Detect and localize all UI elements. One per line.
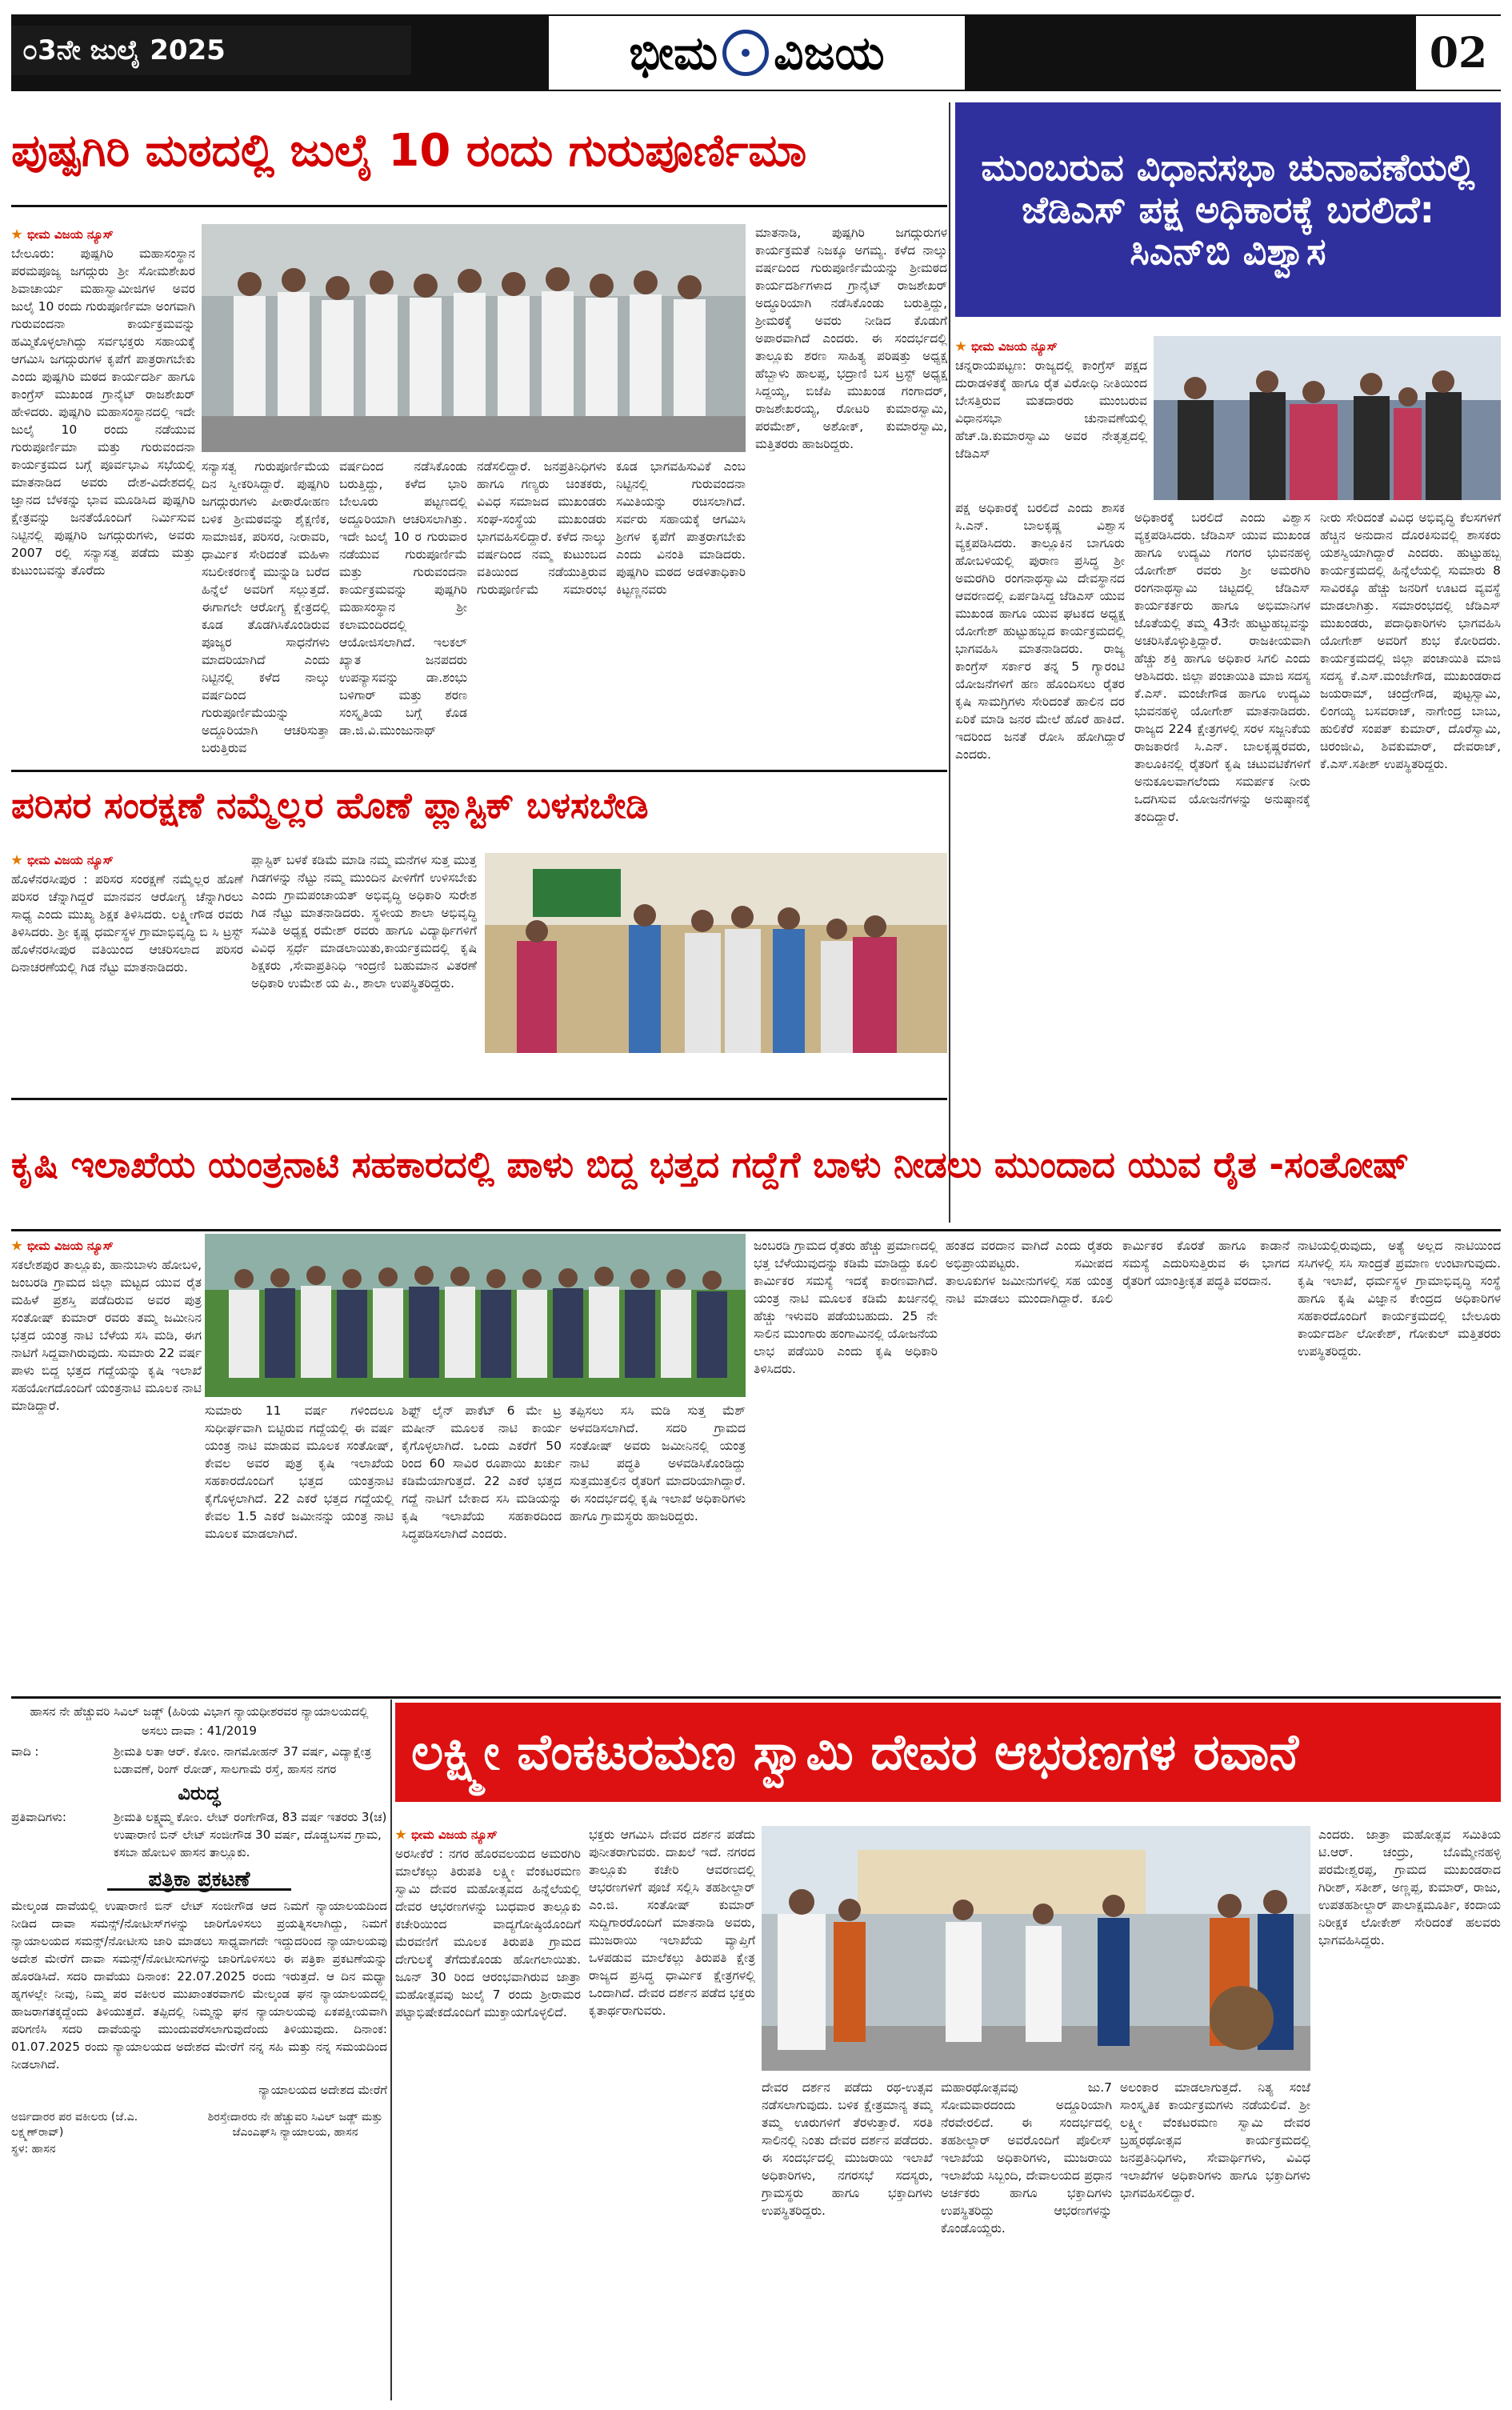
divider bbox=[11, 770, 947, 772]
byline-plastic: ಭೀಮ ವಿಜಯ ನ್ಯೂಸ್ bbox=[11, 851, 243, 869]
headline-temple: ಲಕ್ಷ್ಮೀ ವೆಂಕಟರಮಣ ಸ್ವಾಮಿ ದೇವರ ಆಭರಣಗಳ ರವಾನೆ bbox=[395, 1703, 1501, 1802]
photo-farmer-group bbox=[205, 1234, 746, 1397]
notice-defendant-row bbox=[11, 1808, 387, 1861]
notice-advocate: ಅರ್ಜಿದಾರರ ಪರ ವಕೀಲರು (ಜೆ.ಎ. ಲಕ್ಷ್ಮಣ್‌ರಾವ್) bbox=[11, 2111, 138, 2139]
star-icon bbox=[11, 855, 22, 866]
headline-guru-purnima: ಪುಷ್ಪಗಿರಿ ಮಠದಲ್ಲಿ ಜುಲೈ 10 ರಂದು ಗುರುಪೂರ್ಣಿಮಾ bbox=[11, 124, 807, 177]
temple-col-2: ಭಕ್ತರು ಆಗಮಿಸಿ ದೇವರ ದರ್ಶನ ಪಡೆದು ಪುನೀತರಾಗುವರು. ದಾಖಲೆ ಇದೆ. ನಗರದ ತಾಲ್ಲೂಕು ಕಚೇರಿ ಆವರಣದಲ್ಲಿ ಆಭರಣಗಳಿಗೆ ಪೂಜೆ ಸಲ್ಲಿಸಿ ತಹಶೀಲ್ದಾರ್ ಎಂ.ಜಿ. ಸಂತೋಷ್ ಕುಮಾರ್ ಸುದ್ದಿಗಾರರೊಂದಿಗೆ ಮಾತನಾಡಿ ಅವರು, ಮುಜರಾಯಿ ಇಲಾಖೆಯ ವ್ಯಾಪ್ತಿಗೆ ಒಳಪಡುವ ಮಾಲೆಕಲ್ಲು ತಿರುಪತಿ ಕ್ಷೇತ್ರ ರಾಜ್ಯದ ಪ್ರಸಿದ್ಧ ಧಾರ್ಮಿಕ ಕ್ಷೇತ್ರಗಳಲ್ಲಿ ಒಂದಾಗಿದೆ. ದೇವರ ದರ್ಶನ ಪಡೆದ ಭಕ್ತರು ಕೃತಾರ್ಥರಾಗುವರು. bbox=[589, 1828, 755, 2018]
column-divider bbox=[390, 1699, 392, 2400]
issue-date: ೦3ನೇ ಜುಲೈ 2025 bbox=[11, 26, 411, 75]
jds-col-3: ನೀರು ಸೇರಿದಂತೆ ವಿವಿಧ ಅಭಿವೃದ್ಧಿ ಕೆಲಸಗಳಿಗೆ ಹೆಚ್ಚಿನ ಅನುದಾನ ದೊರಕಿಸುವಲ್ಲಿ ಶಾಸಕರು ಯಶಸ್ವಿಯಾಗಿದ್ದಾರೆ ಎಂದರು. ಹುಟ್ಟುಹಬ್ಬ ಕಾರ್ಯಕ್ರಮದಲ್ಲಿ ಹಿನ್ನೆಲೆಯಲ್ಲಿ ಸುಮಾರು 8 ಸಾವಿರಕ್ಕೂ ಹೆಚ್ಚು ಜನರಿಗೆ ಊಟದ ವ್ಯವಸ್ಥೆ ಮಾಡಲಾಗಿತ್ತು. ಸಮಾರಂಭದಲ್ಲಿ ಜೆಡಿಎಸ್ ಮುಖಂಡರು, ಪದಾಧಿಕಾರಿಗಳು ಭಾಗವಹಿಸಿ ಯೋಗೇಶ್ ಅವರಿಗೆ ಶುಭ ಕೋರಿದರು. ಕಾರ್ಯಕ್ರಮದಲ್ಲಿ ಜಿಲ್ಲಾ ಪಂಚಾಯಿತಿ ಮಾಜಿ ಸದಸ್ಯ ಕೆ.ಎಸ್.ಮಂಜೇಗೌಡ, ಮುಖಂಡರಾದ ಜಯರಾಮ್, ಚಂದ್ರೇಗೌಡ, ಪುಟ್ಟಸ್ವಾಮಿ, ಲಿಂಗಯ್ಯ ಬಸವರಾಜ್, ನಾಗೇಂದ್ರ ಬಾಬು, ಹುಲಿಕೆರೆ ಸಂಪತ್ ಕುಮಾರ್, ದೊರೆಸ್ವಾಮಿ, ಚಿರಂಜೀವಿ, ಶಿವಕುಮಾರ್, ದೇವರಾಜ್, ಕೆ.ಎಸ್.ಸತೀಶ್ ಉಪಸ್ಥಿತರಿದ್ದರು. bbox=[1320, 510, 1501, 771]
temple-col-5: ಅಲಂಕಾರ ಮಾಡಲಾಗುತ್ತದೆ. ನಿತ್ಯ ಸಂಜೆ ಸಾಂಸ್ಕೃತಿಕ ಕಾರ್ಯಕ್ರಮಗಳು ನಡೆಯಲಿವೆ. ಶ್ರೀ ಲಕ್ಷ್ಮೀ ವೆಂಕಟರಮಣ ಸ್ವಾಮಿ ದೇವರ ಬ್ರಹ್ಮರಥೋತ್ಸವ ಕಾರ್ಯಕ್ರಮದಲ್ಲಿ ಜನಪ್ರತಿನಿಧಿಗಳು, ಸೇವಾರ್ಥಿಗಳು, ವಿವಿಧ ಇಲಾಖೆಗಳ ಅಧಿಕಾರಿಗಳು ಹಾಗೂ ಭಕ್ತಾದಿಗಳು ಭಾಗವಹಿಸಲಿದ್ದಾರೆ. bbox=[1120, 2080, 1310, 2200]
logo-text-right: ವಿಜಯ bbox=[774, 25, 885, 80]
divider bbox=[11, 1696, 1501, 1699]
farmer-col-3: ಶಿಫ್ಟ್ ಲೈನ್ ಪಾಕೆಟ್ 6 ಮೇ ಟ್ರ ಮಷೀನ್ ಮೂಲಕ ನಾಟಿ ಕಾರ್ಯ ಕೈಗೊಳ್ಳಲಾಗಿದೆ. ಒಂದು ಎಕರೆಗೆ 50 ರಿಂದ 60 ಸಾವಿರ ರೂಪಾಯಿ ಖರ್ಚು ಕಡಿಮೆಯಾಗುತ್ತದೆ. 22 ಎಕರೆ ಭತ್ತದ ಗದ್ದೆ ನಾಟಿಗೆ ಬೇಕಾದ ಸಸಿ ಮಡಿಯನ್ನು ಕೃಷಿ ಇಲಾಖೆಯ ಸಹಕಾರದಿಂದ ಸಿದ್ಧಪಡಿಸಲಾಗಿದೆ ಎಂದರು. bbox=[402, 1403, 562, 1541]
column-divider bbox=[949, 102, 950, 1223]
star-icon bbox=[395, 1829, 406, 1840]
temple-col-4: ಮಹಾರಥೋತ್ಸವವು ಜು.7 ಸೋಮವಾರದಂದು ಅದ್ದೂರಿಯಾಗಿ ನೆರವೇರಲಿದೆ. ಈ ಸಂದರ್ಭದಲ್ಲಿ ತಹಶೀಲ್ದಾರ್ ಅವರೊಂದಿಗೆ ಪೊಲೀಸ್ ಇಲಾಖೆಯ ಅಧಿಕಾರಿಗಳು, ಮುಜರಾಯಿ ಇಲಾಖೆಯ ಸಿಬ್ಬಂದಿ, ದೇವಾಲಯದ ಪ್ರಧಾನ ಅರ್ಚಕರು ಹಾಗೂ ಭಕ್ತಾದಿಗಳು ಉಪಸ್ಥಿತರಿದ್ದು ಆಭರಣಗಳನ್ನು ಕೊಂಡೊಯ್ದರು. bbox=[941, 2080, 1112, 2236]
star-icon bbox=[11, 1240, 22, 1251]
farmer-col-1: ಸಕಲೇಶಪುರ ತಾಲ್ಲೂಕು, ಹಾನುಬಾಳು ಹೋಬಳಿ, ಜಂಬರಡಿ ಗ್ರಾಮದ ಜಿಲ್ಲಾ ಮಟ್ಟದ ಯುವ ರೈತ ಮಹಿಳೆ ಪ್ರಶಸ್ತಿ ಪಡೆದಿರುವ ಅವರ ಪುತ್ರ ಸಂತೋಷ್ ಕುಮಾರ್ ರವರು ತಮ್ಮ ಜಮೀನಿನ ಭತ್ತದ ಯಂತ್ರ ನಾಟಿ ಬೆಳೆಯ ಸಸಿ ಮಡಿ, ಈಗ ನಾಟಿಗೆ ಸಿದ್ದವಾಗಿರುವುದು. ಸುಮಾರು 22 ವರ್ಷ ಪಾಳು ಬಿದ್ದ ಭತ್ತದ ಗದ್ದೆಯನ್ನು ಕೃಷಿ ಇಲಾಖೆ ಸಹಯೋಗದೊಂದಿಗೆ ಯಂತ್ರನಾಟಿ ಮೂಲಕ ನಾಟಿ ಮಾಡಿದ್ದಾರೆ. bbox=[11, 1258, 202, 1413]
notice-signatures bbox=[11, 2110, 387, 2140]
guru-col-3: ವರ್ಷದಿಂದ ನಡೆಸಿಕೊಂಡು ಬರುತ್ತಿದ್ದು, ಕಳೆದ ಭಾರಿ ಬೇಲೂರು ಪಟ್ಟಣದಲ್ಲಿ ಅದ್ದೂರಿಯಾಗಿ ಆಚರಿಸಲಾಗಿತ್ತು. ಇದೇ ಜುಲೈ 10 ರ ಗುರುವಾರ ನಡೆಯುವ ಗುರುಪೂರ್ಣಿಮೆ ಮತ್ತು ಗುರುವಂದನಾ ಕಾರ್ಯಕ್ರಮವನ್ನು ಪುಷ್ಪಗಿರಿ ಮಹಾಸಂಸ್ಥಾನ ಶ್ರೀ ಕಲಾಮಂದಿರದಲ್ಲಿ ಆಯೋಜಿಸಲಾಗಿದೆ. ಇಲಕಲ್ ಖ್ಯಾತ ಜನಪದರು ಉಪನ್ಯಾಸವನ್ನು ಡಾ.ಶಂಭು ಬಳಿಗಾರ್ ಮತ್ತು ಶರಣ ಸಂಸ್ಕೃತಿಯ ಬಗ್ಗೆ ಕೊಡ ಡಾ.ಜಿ.ವಿ.ಮುಂಜುನಾಥ್ bbox=[339, 459, 467, 738]
notice-title: ಪತ್ರಿಕಾ ಪ್ರಕಟಣೆ bbox=[107, 1871, 291, 1891]
farmer-col-4: ತಪ್ಪಿಸಲು ಸಸಿ ಮಡಿ ಸುತ್ತ ಮೆಶ್ ಅಳವಡಿಸಲಾಗಿದೆ. ಸದರಿ ಗ್ರಾಮದ ಸಂತೋಷ್ ಅವರು ಜಮೀನಿನಲ್ಲಿ ಯಂತ್ರ ನಾಟಿ ಪದ್ಧತಿ ಅಳವಡಿಸಿಕೊಂಡಿದ್ದು ಸುತ್ತಮುತ್ತಲಿನ ರೈತರಿಗೆ ಮಾದರಿಯಾಗಿದ್ದಾರೆ. ಈ ಸಂದರ್ಭದಲ್ಲಿ ಕೃಷಿ ಇಲಾಖೆ ಅಧಿಕಾರಿಗಳು ಹಾಗೂ ಗ್ರಾಮಸ್ಥರು ಹಾಜರಿದ್ದರು. bbox=[570, 1403, 746, 1523]
byline-jds: ಭೀಮ ವಿಜಯ ನ್ಯೂಸ್ bbox=[955, 338, 1147, 355]
notice-defendant: ಶ್ರೀಮತಿ ಲಕ್ಷ್ಮಮ್ಮ ಕೋಂ. ಲೇಟ್ ರಂಗೇಗೌಡ, 83 ವರ್ಷ ಇತರರು 3(ಚ) ಉಷಾರಾಣಿ ಬಿನ್ ಲೇಟ್ ಸಂಜೀಗೌಡ 30 ವರ್ಷ, ದೊಡ್ಡಬಸವ ಗ್ರಾಮ, ಕಸಬಾ ಹೋಬಳಿ ಹಾಸನ ತಾಲ್ಲೂಕು. bbox=[114, 1810, 387, 1860]
notice-defendant-label: ಪ್ರತಿವಾದಿಗಳು: bbox=[11, 1810, 66, 1824]
headline-plastic: ಪರಿಸರ ಸಂರಕ್ಷಣೆ ನಮ್ಮೆಲ್ಲರ ಹೊಣೆ ಪ್ಲಾಸ್ಟಿಕ್ ಬಳಸಬೇಡಿ bbox=[11, 784, 649, 827]
notice-plaintiff-row bbox=[11, 1743, 387, 1778]
notice-place: ಸ್ಥಳ: ಹಾಸನ bbox=[11, 2143, 56, 2156]
jds-col-1: ಪಕ್ಷ ಅಧಿಕಾರಕ್ಕೆ ಬರಲಿದೆ ಎಂದು ಶಾಸಕ ಸಿ.ಎನ್. ಬಾಲಕೃಷ್ಣ ವಿಶ್ವಾಸ ವ್ಯಕ್ತಪಡಿಸಿದರು. ತಾಲ್ಲೂಕಿನ ಬಾಗೂರು ಹೋಬಳಿಯಲ್ಲಿ ಪುರಾಣ ಪ್ರಸಿದ್ಧ ಶ್ರೀ ಅಮರಗಿರಿ ರಂಗನಾಥಸ್ವಾಮಿ ದೇವಸ್ಥಾನದ ಆವರಣದಲ್ಲಿ ಏರ್ಪಡಿಸಿದ್ದ ಜೆಡಿಎಸ್ ಯುವ ಮುಖಂಡ ಹಾಗೂ ಯುವ ಘಟಕದ ಅಧ್ಯಕ್ಷ ಯೋಗೇಶ್ ಹುಟ್ಟುಹಬ್ಬದ ಕಾರ್ಯಕ್ರಮದಲ್ಲಿ ಭಾಗವಹಿಸಿ ಮಾತನಾಡಿದರು. ರಾಜ್ಯ ಕಾಂಗ್ರೆಸ್ ಸರ್ಕಾರ ತನ್ನ 5 ಗ್ಯಾರಂಟಿ ಯೋಜನೆಗಳಿಗೆ ಹಣ ಹೊಂದಿಸಲು ರೈತರ ಕೃಷಿ ಸಾಮಗ್ರಿಗಳು ಸೇರಿದಂತೆ ಹಾಲಿನ ದರ ಏರಿಕೆ ಮಾಡಿ ಜನರ ಮೇಲೆ ಹೊರೆ ಹಾಕಿದೆ. ಇದರಿಂದ ಜನತೆ ರೋಸಿ ಹೋಗಿದ್ದಾರೆ ಎಂದರು. bbox=[955, 501, 1125, 762]
page-number: 02 bbox=[1416, 16, 1501, 90]
headline-farmer: ಕೃಷಿ ಇಲಾಖೆಯ ಯಂತ್ರನಾಟಿ ಸಹಕಾರದಲ್ಲಿ ಪಾಳು ಬಿದ್ದ ಭತ್ತದ ಗದ್ದೆಗೆ ಬಾಳು ನೀಡಲು ಮುಂದಾದ ಯುವ ರೈತ -ಸಂತೋಷ್ bbox=[11, 1143, 1410, 1187]
temple-col-3: ದೇವರ ದರ್ಶನ ಪಡೆದು ರಥ-ಉತ್ಸವ ನಡೆಸಲಾಗುವುದು. ಬಳಿಕ ಕ್ಷೇತ್ರಮಾನ್ಯ ತಮ್ಮ ತಮ್ಮ ಊರುಗಳಿಗೆ ತೆರಳುತ್ತಾರೆ. ಸರತಿ ಸಾಲಿನಲ್ಲಿ ನಿಂತು ದೇವರ ದರ್ಶನ ಪಡೆದರು. ಈ ಸಂದರ್ಭದಲ್ಲಿ ಮುಜರಾಯಿ ಇಲಾಖೆ ಅಧಿಕಾರಿಗಳು, ನಗರಸಭೆ ಸದಸ್ಯರು, ಗ್ರಾಮಸ್ಥರು ಹಾಗೂ ಭಕ್ತಾದಿಗಳು ಉಪಸ್ಥಿತರಿದ್ದರು. bbox=[762, 2080, 933, 2218]
notice-body: ಮೇಲ್ಕಂಡ ದಾವೆಯಲ್ಲಿ ಉಷಾರಾಣಿ ಬಿನ್ ಲೇಟ್ ಸಂಜೀಗೌಡ ಆದ ನಿಮಗೆ ನ್ಯಾಯಾಲಯದಿಂದ ನೀಡಿದ ದಾವಾ ಸಮನ್ಸ್/ನೋಟೀಸ್‌ಗಳನ್ನು ಜಾರಿಗೊಳಿಸಲು ಪ್ರಯತ್ನಿಸಲಾಗಿದ್ದು, ನಿಮಗೆ ನ್ಯಾಯಾಲಯದ ಸಮನ್ಸ್/ನೋಟೀಸು ಜಾರಿ ಮಾಡಲು ಸಾಧ್ಯವಾಗದೇ ಇದ್ದುದರಿಂದ ನ್ಯಾಯಾಲಯವು ಅದೇಶ ಮೇರೆಗೆ ದಾವಾ ಸಮನ್ಸ್/ನೋಟೀಸುಗಳನ್ನು ಜಾರಿಗೊಳಿಸಲು ಈ ಪತ್ರಿಕಾ ಪ್ರಕಟಣೆಯನ್ನು ಹೊರಡಿಸಿದೆ. ಸದರಿ ದಾವೆಯು ದಿನಾಂಕ: 22.07.2025 ರಂದು ಇರುತ್ತದೆ. ಆ ದಿನ ಮಧ್ಯಾ ಹ್ನಗಳಲ್ಲೇ ನೀವು, ನಿಮ್ಮ ಪರ ವಕೀಲರ ಮುಖಾಂತರವಾಗಲಿ ಮೇಲ್ಕಂಡ ಘನ ನ್ಯಾಯಾಲಯದಲ್ಲಿ ಹಾಜರಾಗತಕ್ಕದ್ದೆಂದು ತಿಳಿಯುತ್ತದೆ. ತಪ್ಪಿದಲ್ಲಿ ನಿಮ್ಮನ್ನು ಘನ ನ್ಯಾಯಾಲಯವು ಏಕಪಕ್ಷೀಯವಾಗಿ ಪರಿಗಣಿಸಿ ಸದರಿ ದಾವೆಯನ್ನು ಮುಂದುವರೆಸಲಾಗುವುದೆಂದು ತಿಳಿಯುವುದು. ದಿನಾಂಕ: 01.07.2025 ರಂದು ನ್ಯಾಯಾಲಯದ ಅದೇಶದ ಮೇರೆಗೆ ನನ್ನ ಸಹಿ ಮತ್ತು ನನ್ನ ಸಮಯದಿಂದ ನೀಡಲಾಗಿದೆ. bbox=[11, 1899, 387, 2072]
notice-case-number: ಅಸಲು ದಾವಾ : 41/2019 bbox=[142, 1723, 257, 1738]
notice-sign-order: ನ್ಯಾಯಾಲಯದ ಅದೇಶದ ಮೇರೆಗೆ bbox=[258, 2083, 387, 2097]
divider bbox=[11, 205, 947, 207]
farmer-col-7: ನಾಟಿಯಲ್ಲಿರುವುದು, ಅತ್ಯೆ ಅಲ್ಲದ ನಾಟಿಯಿಂದ ಸಸಿಗಳಲ್ಲಿ ಸಸಿ ಸಾಂದ್ರತೆ ಪ್ರಮಾಣ ಉಂಟಾಗುವುದು. ಕೃಷಿ ಇಲಾಖೆ, ಧರ್ಮಸ್ಥಳ ಗ್ರಾಮಾಭಿವೃದ್ಧಿ ಸಂಸ್ಥೆ ಹಾಗೂ ಕೃಷಿ ವಿಜ್ಞಾನ ಕೇಂದ್ರದ ಅಧಿಕಾರಿಗಳ ಸಹಕಾರದೊಂದಿಗೆ ಕಾರ್ಯಕ್ರಮದಲ್ಲಿ ಬೇಲೂರು ಕಾರ್ಯದರ್ಶಿ ಲೋಕೇಶ್, ಗೋಕುಲ್ ಮತ್ತಿತರರು ಉಪಸ್ಥಿತರಿದ್ದರು. bbox=[1298, 1239, 1501, 1359]
divider bbox=[11, 1229, 1501, 1231]
jds-col-2: ಅಧಿಕಾರಕ್ಕೆ ಬರಲಿದೆ ಎಂದು ವಿಶ್ವಾಸ ವ್ಯಕ್ತಪಡಿಸಿದರು. ಜೆಡಿಎಸ್ ಯುವ ಮುಖಂಡ ಹಾಗೂ ಉದ್ಯಮಿ ಗಂಗರ ಭುವನಹಳ್ಳಿ ಯೋಗೇಶ್ ರವರು ಶ್ರೀ ಅಮರಗಿರಿ ರಂಗನಾಥಸ್ವಾಮಿ ಚಿಟ್ಟದಲ್ಲಿ ಜೆಡಿಎಸ್ ಕಾರ್ಯಕರ್ತರು ಹಾಗೂ ಅಭಿಮಾನಿಗಳ ಜೊತೆಯಲ್ಲಿ ತಮ್ಮ 43ನೇ ಹುಟ್ಟುಹಬ್ಬವನ್ನು ಅಚರಿಸಿಕೊಳ್ಳುತ್ತಿದ್ದಾರೆ. ರಾಜಕೀಯವಾಗಿ ಹೆಚ್ಚು ಶಕ್ತಿ ಹಾಗೂ ಅಧಿಕಾರ ಸಿಗಲಿ ಎಂದು ಆಶಿಸಿದರು. ಜಿಲ್ಲಾ ಪಂಚಾಯಿತಿ ಮಾಜಿ ಸದಸ್ಯ ಕೆ.ಎಸ್. ಮಂಜೇಗೌಡ ಹಾಗೂ ಉದ್ಯಮಿ ಭುವನಹಳ್ಳಿ ಯೋಗೇಶ್ ಮಾತನಾಡಿದರು. ರಾಜ್ಯದ 224 ಕ್ಷೇತ್ರಗಳಲ್ಲಿ ಸರಳ ಸಜ್ಜನಿಕೆಯ ರಾಜಕಾರಣಿ ಸಿ.ಎನ್. ಬಾಲಕೃಷ್ಣರವರು, ತಾಲೂಕಿನಲ್ಲಿ ರೈತರಿಗೆ ಕೃಷಿ ಚಟುವಟಿಕೆಗಳಿಗೆ ಅನುಕೂಲವಾಗಲೆಂದು ಸಮರ್ಪಕ ನೀರು ಒದಗಿಸುವ ಯೋಜನೆಗಳನ್ನು ಅನುಷ್ಠಾನಕ್ಕೆ ತಂದಿದ್ದಾರೆ. bbox=[1134, 510, 1310, 824]
notice-plaintiff-label: ವಾದಿ : bbox=[11, 1744, 39, 1759]
logo-text-left: ಭೀಮ bbox=[629, 25, 718, 80]
guru-col-4: ನಡೆಸಲಿದ್ದಾರೆ. ಜನಪ್ರತಿನಿಧಿಗಳು ಹಾಗೂ ಗಣ್ಯರು ಚಿಂತಕರು, ವಿವಿಧ ಸಮಾಜದ ಮುಖಂಡರು ಸಂಘ-ಸಂಸ್ಥೆಯ ಮುಖಂಡರು ಭಾಗವಹಿಸಲಿದ್ದಾರೆ. ಕಳೆದ ನಾಲ್ಕು ವರ್ಷದಿಂದ ನಮ್ಮ ಕುಟುಂಬದ ವತಿಯಿಂದ ನಡೆಯುತ್ತಿರುವ ಗುರುಪೂರ್ಣಿಮೆ ಸಮಾರಂಭ ಕೂಡ ಭಾಗವಹಿಸುವಿಕೆ ಎಂಬ ನಿಟ್ಟಿನಲ್ಲಿ ಗುರುವಂದನಾ ಸಮಿತಿಯನ್ನು ರಚಿಸಲಾಗಿದೆ. ಸರ್ವರು ಸಹಾಯಕ್ಕೆ ಆಗಮಿಸಿ ಶ್ರೀಗಳ ಕೃಪೆಗೆ ಪಾತ್ರರಾಗಬೇಕು ಎಂದು ವಿನಂತಿ ಮಾಡಿದರು. ಪುಷ್ಪಗಿರಿ ಮಠದ ಅಡಳಿತಾಧಿಕಾರಿ ಕಿಟ್ಟಣ್ಣನವರು bbox=[477, 459, 746, 597]
notice-sheristedar: ಶಿರಸ್ತೇದಾರರು ನೇ ಹೆಚ್ಚುವರಿ ಸಿವಿಲ್ ಜಡ್ಜ್ ಮತ್ತು ಜೆಎಂಎಫ್‌ಸಿ ನ್ಯಾಯಾಲಯ, ಹಾಸನ bbox=[207, 2111, 383, 2139]
farmer-col-2: ಸುಮಾರು 11 ವರ್ಷ ಗಳಿಂದಲೂ ಸುಧೀರ್ಘವಾಗಿ ಬಿಟ್ಟಿರುವ ಗದ್ದೆಯಲ್ಲಿ ಈ ವರ್ಷ ಯಂತ್ರ ನಾಟಿ ಮಾಡುವ ಮೂಲಕ ಸಂತೋಷ್, ಕೇವಲ ಅವರ ಪುತ್ರ ಕೃಷಿ ಇಲಾಖೆಯ ಸಹಕಾರದೊಂದಿಗೆ ಭತ್ತದ ಯಂತ್ರನಾಟಿ ಕೈಗೊಳ್ಳಲಾಗಿದೆ. 22 ಎಕರೆ ಭತ್ತದ ಗದ್ದೆಯಲ್ಲಿ ಕೇವಲ 1.5 ಎಕರೆ ಜಮೀನನ್ನು ಯಂತ್ರ ನಾಟಿ ಮೂಲಕ ಮಾಡಲಾಗಿದೆ. bbox=[205, 1403, 394, 1541]
chakra-icon bbox=[722, 30, 769, 76]
photo-temple-procession bbox=[762, 1826, 1310, 2071]
farmer-col-6: ಹಂತದ ವರದಾನ ವಾಗಿದೆ ಎಂದು ರೈತರು ಅಭಿಪ್ರಾಯಪಟ್ಟರು. ಸಮೀಪದ ತಾಲೂಕುಗಳ ಜಮೀನುಗಳಲ್ಲಿ ಸಹ ಯಂತ್ರ ನಾಟಿ ಮಾಡಲು ಮುಂದಾಗಿದ್ದಾರೆ. ಕೂಲಿ ಕಾರ್ಮಿಕರ ಕೊರತೆ ಹಾಗೂ ಕಾಡಾನೆ ಸಮಸ್ಯೆ ಎದುರಿಸುತ್ತಿರುವ ಈ ಭಾಗದ ರೈತರಿಗೆ ಯಾಂತ್ರೀಕೃತ ಪದ್ಧತಿ ವರದಾನ. bbox=[946, 1239, 1290, 1306]
guru-col-2: ಸನ್ಯಾಸತ್ವ ಗುರುಪೂರ್ಣಿಮೆಯ ದಿನ ಸ್ವೀಕರಿಸಿದ್ದಾರೆ. ಪುಷ್ಪಗಿರಿ ಜಗದ್ಗುರುಗಳು ಪೀಠಾರೋಹಣ ಬಳಿಕ ಶ್ರೀಮಠವನ್ನು ಶೈಕ್ಷಣಿಕ, ಸಾಮಾಜಿಕ, ಪರಿಸರ, ನೀರಾವರಿ, ಧಾರ್ಮಿಕ ಸೇರಿದಂತೆ ಮಹಿಳಾ ಸಬಲೀಕರಣಕ್ಕೆ ಮುನ್ನುಡಿ ಬರೆದ ಹಿನ್ನೆಲೆ ಅವರಿಗೆ ಸಲ್ಲುತ್ತದೆ. ಈಗಾಗಲೇ ಆರೋಗ್ಯ ಕ್ಷೇತ್ರದಲ್ಲಿ ಕೂಡ ತೊಡಗಿಸಿಕೊಂಡಿರುವ ಪೂಜ್ಯರ ಸಾಧನೆಗಳು ಮಾದರಿಯಾಗಿದೆ ಎಂದು ನಿಟ್ಟಿನಲ್ಲಿ ಕಳೆದ ನಾಲ್ಕು ವರ್ಷದಿಂದ ಗುರುಪೂರ್ಣಿಮೆಯನ್ನು ಅದ್ದೂರಿಯಾಗಿ ಆಚರಿಸುತ್ತಾ ಬರುತ್ತಿರುವ bbox=[202, 459, 330, 755]
notice-court: ಹಾಸನ ನೇ ಹೆಚ್ಚುವರಿ ಸಿವಿಲ್ ಜಡ್ಜ್ (ಹಿರಿಯ ವಿಭಾಗ ನ್ಯಾಯಧೀಶರವರ ನ್ಯಾಯಾಲಯದಲ್ಲಿ bbox=[30, 1704, 369, 1719]
headline-jds: ಮುಂಬರುವ ವಿಧಾನಸಭಾ ಚುನಾವಣೆಯಲ್ಲಿ ಜೆಡಿಎಸ್ ಪಕ್ಷ ಅಧಿಕಾರಕ್ಕೆ ಬರಲಿದೆ: ಸಿಎನ್‌ಬಿ ವಿಶ್ವಾಸ bbox=[955, 102, 1501, 317]
photo-guru-meeting bbox=[202, 224, 746, 452]
court-notice bbox=[11, 1703, 387, 2399]
star-icon bbox=[955, 341, 966, 352]
divider bbox=[11, 1098, 947, 1100]
byline-temple: ಭೀಮ ವಿಜಯ ನ್ಯೂಸ್ bbox=[395, 1826, 581, 1844]
temple-col-6: ಎಂದರು. ಜಾತ್ರಾ ಮಹೋತ್ಸವ ಸಮಿತಿಯ ಟಿ.ಆರ್. ಚಂದ್ರು, ಬೊಮ್ಮೇನಹಳ್ಳಿ ಪರಮೇಶ್ವರಪ್ಪ, ಗ್ರಾಮದ ಮುಖಂಡರಾದ ಗಿರೀಶ್, ಸತೀಶ್, ಅಣ್ಣಪ್ಪ, ಕುಮಾರ್, ರಾಜು, ಉಪತಹಶೀಲ್ದಾರ್ ಪಾಲಾಕ್ಷಮೂರ್ತಿ, ಕಂದಾಯ ನಿರೀಕ್ಷಕ ಲೋಕೇಶ್ ಸೇರಿದಂತೆ ಹಲವರು ಭಾಗವಹಿಸಿದ್ದರು. bbox=[1318, 1828, 1501, 1948]
byline-farmer: ಭೀಮ ವಿಜಯ ನ್ಯೂಸ್ bbox=[11, 1237, 202, 1255]
notice-versus: ವಿರುದ್ಧ bbox=[178, 1782, 221, 1804]
photo-plastic-event bbox=[485, 853, 947, 1053]
newspaper-logo bbox=[549, 16, 965, 90]
guru-col-1: ಬೇಲೂರು: ಪುಷ್ಪಗಿರಿ ಮಹಾಸಂಸ್ಥಾನ ಪರಮಪೂಜ್ಯ ಜಗದ್ಗುರು ಶ್ರೀ ಸೋಮಶೇಖರ ಶಿವಾಚಾರ್ಯ ಮಹಾಸ್ವಾಮೀಜಿಗಳ ಅವರ ಜುಲೈ 10 ರಂದು ಗುರುಪೂರ್ಣಿಮಾ ಅಂಗವಾಗಿ ಗುರುವಂದನಾ ಕಾರ್ಯಕ್ರಮವನ್ನು ಹಮ್ಮಿಕೊಳ್ಳಲಾಗಿದ್ದು ಸರ್ವಭಕ್ತರು ಸಹಾಯಕ್ಕೆ ಆಗಮಿಸಿ ಜಗದ್ಗುರುಗಳ ಕೃಪೆಗೆ ಪಾತ್ರರಾಗಬೇಕು ಎಂದು ಪುಷ್ಪಗಿರಿ ಮಠದ ಕಾರ್ಯದರ್ಶಿ ಹಾಗೂ ಕಾಂಗ್ರೆಸ್ ಮುಖಂಡ ಗ್ರಾನೈಟ್ ರಾಜಶೇಖರ್ ಹೇಳಿದರು. ಪುಷ್ಪಗಿರಿ ಮಹಾಸಂಸ್ಥಾನದಲ್ಲಿ ಇದೇ ಜುಲೈ 10 ರಂದು ನಡೆಯುವ ಗುರುಪೂರ್ಣಿಮಾ ಮತ್ತು ಗುರುವಂದನಾ ಕಾರ್ಯಕ್ರಮದ ಬಗ್ಗೆ ಪೂರ್ವಭಾವಿ ಸಭೆಯಲ್ಲಿ ಮಾತನಾಡಿದ ಅವರು ದೇಶ-ವಿದೇಶದಲ್ಲಿ ಜ್ಞಾನದ ಬೆಳಕನ್ನು ಭಾವ ಮೂಡಿಸಿದ ಪುಷ್ಪಗಿರಿ ಕ್ಷೇತ್ರವನ್ನು ಜನತೆಯೊಂದಿಗೆ ನಿರ್ಮಿಸುವ ನಿಟ್ಟಿನಲ್ಲಿ ಪುಷ್ಪಗಿರಿ ಜಗದ್ಗುರುಗಳು, ಅವರು 2007 ರಲ್ಲಿ ಸನ್ಯಾಸತ್ವ ಪಡೆದು ಮತ್ತು ಕುಟುಂಬವನ್ನು ತೊರೆದು bbox=[11, 246, 195, 578]
photo-jds-birthday bbox=[1154, 336, 1501, 500]
farmer-col-5: ಜಂಬರಡಿ ಗ್ರಾಮದ ರೈತರು ಹೆಚ್ಚು ಪ್ರಮಾಣದಲ್ಲಿ ಭತ್ತ ಬೆಳೆಯುವುದನ್ನು ಕಡಿಮೆ ಮಾಡಿದ್ದು ಕೂಲಿ ಕಾರ್ಮಿಕರ ಸಮಸ್ಯೆ ಇದಕ್ಕೆ ಕಾರಣವಾಗಿದೆ. ಯಂತ್ರ ನಾಟಿ ಮೂಲಕ ಕಡಿಮೆ ಖರ್ಚಿನಲ್ಲಿ ಹೆಚ್ಚು ಇಳುವರಿ ಪಡೆಯಬಹುದು. 25 ನೇ ಸಾಲಿನ ಮುಂಗಾರು ಹಂಗಾಮಿನಲ್ಲಿ ಯೋಜನೆಯ ಲಾಭ ಪಡೆಯಿರಿ ಎಂದು ಕೃಷಿ ಅಧಿಕಾರಿ ತಿಳಿಸಿದರು. bbox=[754, 1239, 938, 1376]
notice-plaintiff: ಶ್ರೀಮತಿ ಲತಾ ಆರ್. ಕೋಂ. ನಾಗಮೋಹನ್ 37 ವರ್ಷ, ವಿದ್ಯಾಕ್ಷೇತ್ರ ಬಡಾವಣೆ, ರಿಂಗ್ ರೋಡ್, ಸಾಲಗಾಮೆ ರಸ್ತೆ, ಹಾಸನ ನಗರ bbox=[114, 1744, 372, 1776]
star-icon bbox=[11, 229, 22, 240]
byline-guru: ಭೀಮ ವಿಜಯ ನ್ಯೂಸ್ bbox=[11, 226, 195, 243]
temple-col-1: ಅರಸೀಕೆರೆ : ನಗರ ಹೊರವಲಯದ ಅಮರಗಿರಿ ಮಾಲೆಕಲ್ಲು ತಿರುಪತಿ ಲಕ್ಷ್ಮೀ ವೆಂಕಟರಮಣ ಸ್ವಾಮಿ ದೇವರ ಮಹೋತ್ಸವದ ಹಿನ್ನೆಲೆಯಲ್ಲಿ ದೇವರ ಆಭರಣಗಳನ್ನು ಬುಧವಾರ ತಾಲ್ಲೂಕು ಕಚೇರಿಯಿಂದ ವಾದ್ಯಗೋಷ್ಠಿಯೊಂದಿಗೆ ಮೆರವಣಿಗೆ ಮೂಲಕ ತಿರುಪತಿ ಗ್ರಾಮದ ದೇಗುಲಕ್ಕೆ ತೆಗೆದುಕೊಂಡು ಹೋಗಲಾಯಿತು. ಜೂನ್ 30 ರಿಂದ ಆರಂಭವಾಗಿರುವ ಜಾತ್ರಾ ಮಹೋತ್ಸವವು ಜುಲೈ 7 ರಂದು ಶ್ರೀರಾಮರ ಪಟ್ಟಾಭಿಷೇಕದೊಂದಿಗೆ ಮುಕ್ತಾಯಗೊಳ್ಳಲಿದೆ. bbox=[395, 1847, 581, 2020]
plastic-col-1: ಹೊಳೆನರಸೀಪುರ : ಪರಿಸರ ಸಂರಕ್ಷಣೆ ನಮ್ಮೆಲ್ಲರ ಹೊಣೆ ಪರಿಸರ ಚೆನ್ನಾಗಿದ್ದರೆ ಮಾನವನ ಆರೋಗ್ಯ ಚೆನ್ನಾಗಿರಲು ಸಾಧ್ಯ ಎಂದು ಮುಖ್ಯ ಶಿಕ್ಷಕ ತಿಳಿಸಿದರು. ಲಕ್ಷ್ಮೀಗೌಡ ರವರು ತಿಳಿಸಿದರು. ಶ್ರೀ ಕೃಷ್ಣ ಧರ್ಮಸ್ಥಳ ಗ್ರಾಮಾಭಿವೃದ್ಧಿ ಬಿ ಸಿ ಟ್ರಸ್ಟ್ ಹೊಳೆನರಸೀಪುರ ವತಿಯಿಂದ ಆಚರಿಸಲಾದ ಪರಿಸರ ದಿನಾಚರಣೆಯಲ್ಲಿ ಗಿಡ ನೆಟ್ಟು ಮಾತನಾಡಿದರು. bbox=[11, 872, 243, 975]
jds-intro: ಚನ್ನರಾಯಪಟ್ಟಣ: ರಾಜ್ಯದಲ್ಲಿ ಕಾಂಗ್ರೆಸ್ ಪಕ್ಷದ ದುರಾಡಳಿತಕ್ಕೆ ಹಾಗೂ ರೈತ ವಿರೋಧಿ ನೀತಿಯಿಂದ ಬೇಸತ್ತಿರುವ ಮತದಾರರು ಮುಂಬರುವ ವಿಧಾನಸಭಾ ಚುನಾವಣೆಯಲ್ಲಿ ಹೆಚ್.ಡಿ.ಕುಮಾರಸ್ವಾಮಿ ಅವರ ನೇತೃತ್ವದಲ್ಲಿ ಜೆಡಿಎಸ್ bbox=[955, 358, 1147, 461]
guru-col-5: ಮಾತನಾಡಿ, ಪುಷ್ಪಗಿರಿ ಜಗದ್ಗುರುಗಳ ಕಾರ್ಯಕ್ರಮತೆ ನಿಜಕ್ಕೂ ಅಗಮ್ಯ. ಕಳೆದ ನಾಲ್ಕು ವರ್ಷದಿಂದ ಗುರುಪೂರ್ಣಿಮೆಯನ್ನು ಶ್ರೀಮಠದ ಕಾರ್ಯದರ್ಶಿಗಳಾದ ಗ್ರಾನೈಟ್ ರಾಜಶೇಖರ್ ಅದ್ಧೂರಿಯಾಗಿ ನಡೆಸಿಕೊಂಡು ಬರುತ್ತಿದ್ದು, ಶ್ರೀಮಠಕ್ಕೆ ಅವರು ನೀಡಿದ ಕೊಡುಗೆ ಅಪಾರವಾಗಿದೆ ಎಂದರು. ಈ ಸಂದರ್ಭದಲ್ಲಿ ತಾಲ್ಲೂಕು ಶರಣ ಸಾಹಿತ್ಯ ಪರಿಷತ್ತು ಅಧ್ಯಕ್ಷ ಹೆಬ್ಬಾಳು ಹಾಲಪ್ಪ, ಭದ್ರಾಣಿ ಬಸ ಟ್ರಸ್ಟ್ ಅಧ್ಯಕ್ಷ ಸಿದ್ದಯ್ಯ, ಬಿಜೆಪಿ ಮುಖಂಡ ಗಂಗಾದರ್, ರಾಜಶೇಖರಯ್ಯ, ರೋಟರಿ ಕುಮಾರಸ್ವಾಮಿ, ಪರಮೇಶ್, ಅಶೋಕ್, ಕುಮಾರಸ್ವಾಮಿ, ಮತ್ತಿತರರು ಹಾಜರಿದ್ದರು. bbox=[755, 226, 947, 451]
plastic-col-2: ಪ್ಲಾಸ್ಟಿಕ್ ಬಳಕೆ ಕಡಿಮೆ ಮಾಡಿ ನಮ್ಮ ಮನೆಗಳ ಸುತ್ತ ಮುತ್ತ ಗಿಡಗಳನ್ನು ನೆಟ್ಟು ನಮ್ಮ ಮುಂದಿನ ಪೀಳಿಗೆಗೆ ಉಳಿಸಬೇಕು ಎಂದು ಗ್ರಾಮಪಂಚಾಯತ್ ಅಭಿವೃದ್ಧಿ ಅಧಿಕಾರಿ ಸುರೇಶ ಗಿಡ ನೆಟ್ಟು ಮಾತನಾಡಿದರು. ಸ್ಥಳೀಯ ಶಾಲಾ ಅಭಿವೃದ್ಧಿ ಸಮಿತಿ ಅಧ್ಯಕ್ಷ ರಮೇಶ್ ರವರು ಹಾಗೂ ವಿದ್ಯಾರ್ಥಿಗಳಿಗೆ ವಿವಿಧ ಸ್ಪರ್ಧೆ ಮಾಡಲಾಯಿತು,ಕಾರ್ಯಕ್ರಮದಲ್ಲಿ ಕೃಷಿ ಶಿಕ್ಷಕರು ,ಸೇವಾಪ್ರತಿನಿಧಿ ಇಂದ್ರಣಿ ಬಹುಮಾನ ವಿತರಣೆ ಅಧಿಕಾರಿ ಉಮೇಶ ಯ ಪಿ., ಶಾಲಾ ಉಪಸ್ಥಿತರಿದ್ದರು. bbox=[251, 853, 477, 991]
